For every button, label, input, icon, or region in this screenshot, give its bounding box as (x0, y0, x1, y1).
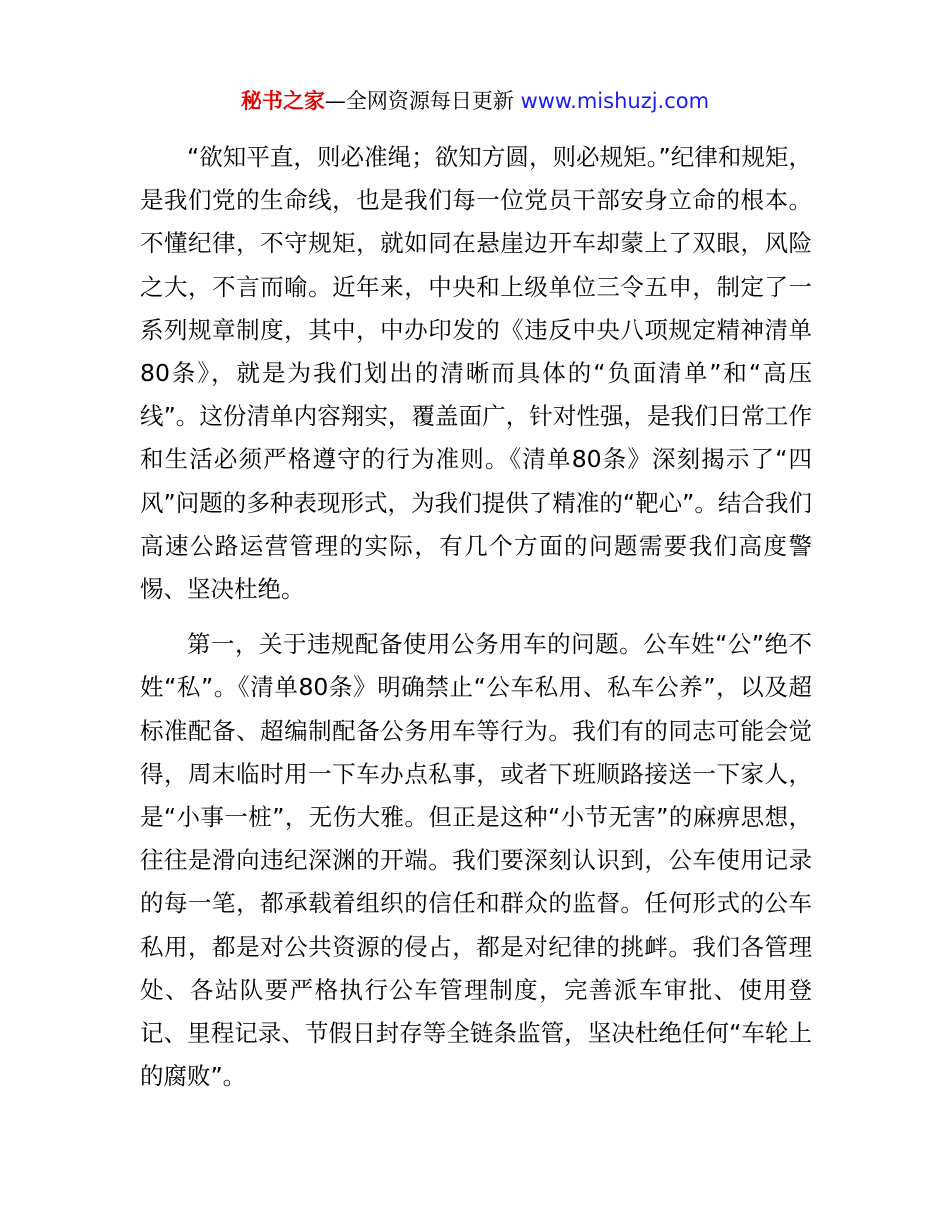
page-header (0, 86, 950, 116)
paragraph-first-point: 第一，关于违规配备使用公务用车的问题。公车姓“公”绝不姓“私”。《清单80条》明确禁止“公车私用、私车公养”，以及超标准配备、超编制配备公务用车等行为。我们有的同志可能会觉得，周末临时用一下车办点私事，或者下班顺路接送一下家人，是“小事一桩”，无伤大雅。但正是这种“小节无害”的麻痹思想，往往是滑向违纪深渊的开端。我们要深刻认识到，公车使用记录的每一笔，都承载着组织的信任和群众的监督。任何形式的公车私用，都是对公共资源的侵占，都是对纪律的挑衅。我们各管理处、各站队要严格执行公车管理制度，完善派车审批、使用登记、里程记录、节假日封存等全链条监管，坚决杜绝任何“车轮上的腐败”。 (140, 630, 812, 1091)
document-body (140, 136, 812, 1098)
header-site-link[interactable]: www.mishuzj.com (520, 89, 710, 113)
header-tagline: —全网资源每日更新 (324, 89, 521, 113)
paragraph-intro: “欲知平直，则必准绳；欲知方圆，则必规矩。”纪律和规矩，是我们党的生命线，也是我们每一位党员干部安身立命的根本。不懂纪律，不守规矩，就如同在悬崖边开车却蒙上了双眼，风险之大，不言而喻。近年来，中央和上级单位三令五申，制定了一系列规章制度，其中，中办印发的《违反中央八项规定精神清单80条》，就是为我们划出的清晰而具体的“负面清单”和“高压线”。这份清单内容翔实，覆盖面广，针对性强，是我们日常工作和生活必须严格遵守的行为准则。《清单80条》深刻揭示了“四风”问题的多种表现形式，为我们提供了精准的“靶心”。结合我们高速公路运营管理的实际，有几个方面的问题需要我们高度警惕、坚决杜绝。 (140, 143, 812, 604)
header-brand: 秘书之家 (240, 89, 325, 113)
